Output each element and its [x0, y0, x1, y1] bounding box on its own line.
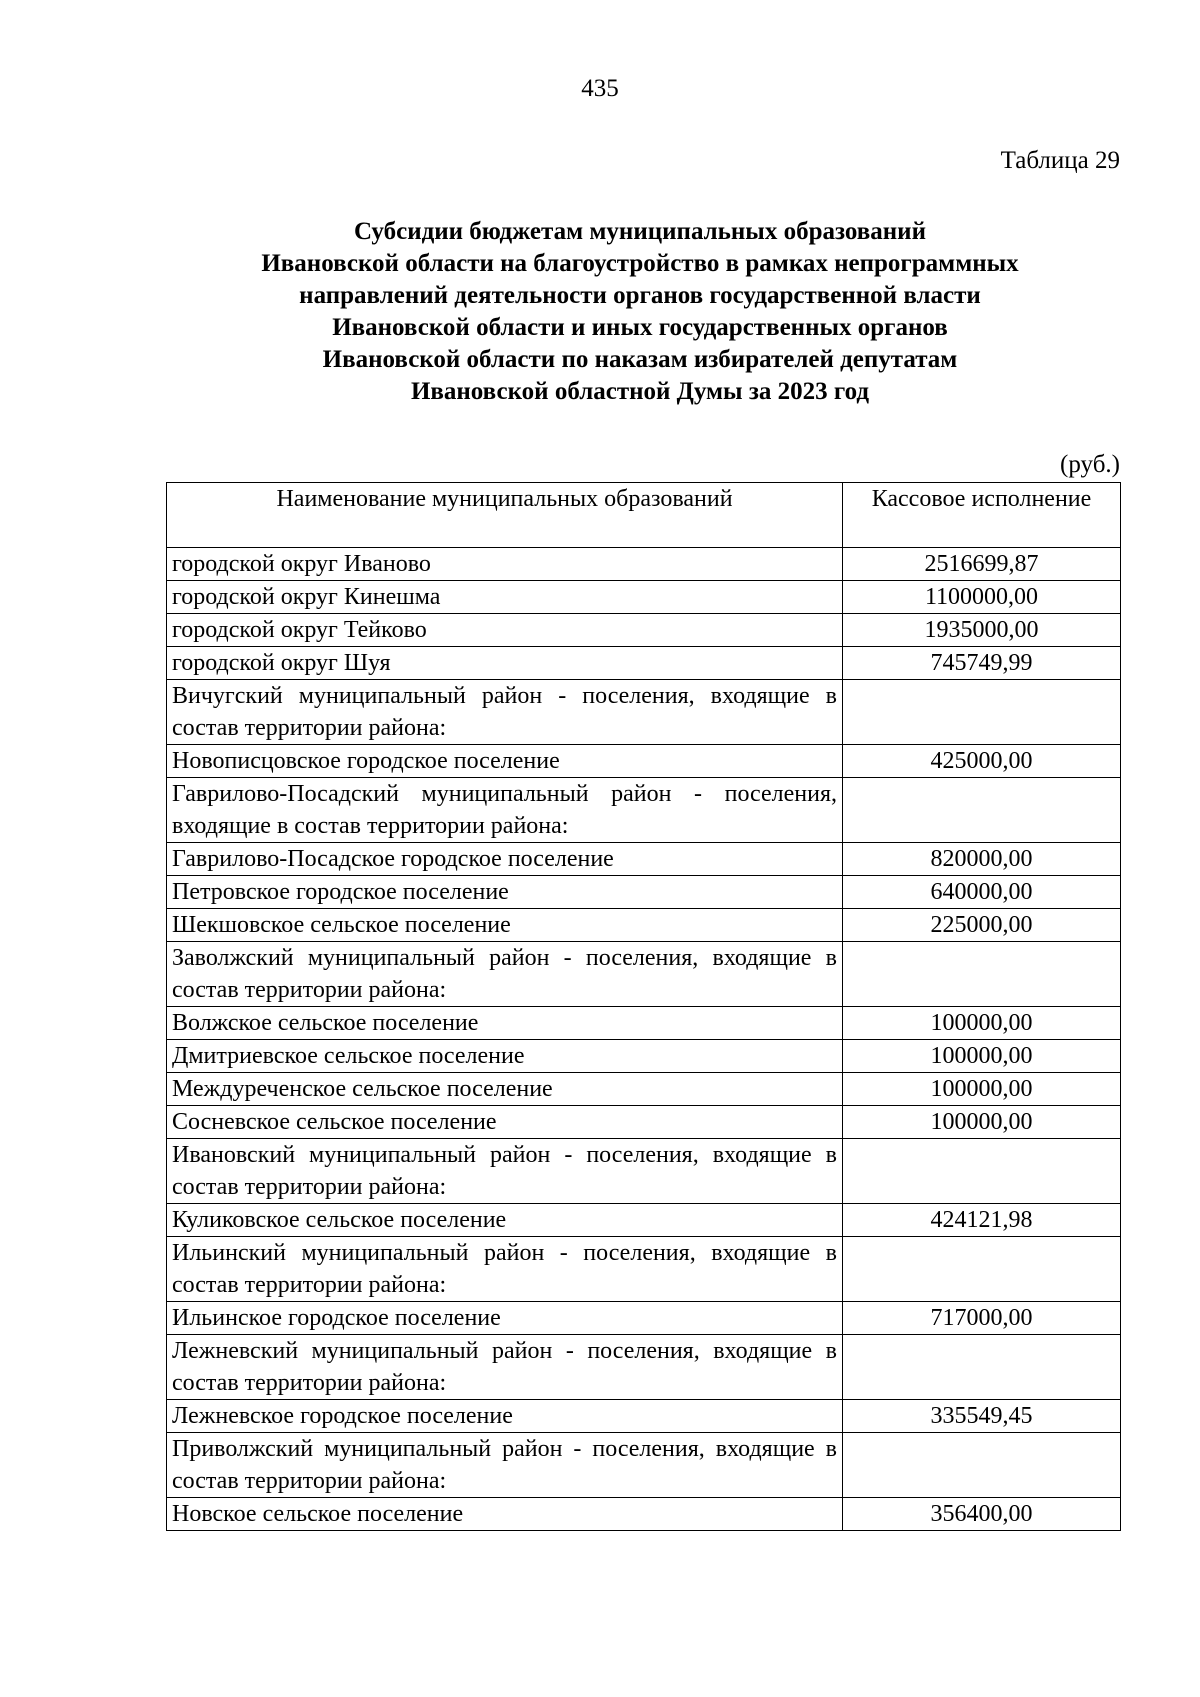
cash-execution-cell [843, 942, 1121, 1007]
table-row [167, 1433, 1121, 1498]
municipality-name-cell: Куликовское сельское поселение [167, 1204, 843, 1237]
title-line: Субсидии бюджетам муниципальных образований [354, 218, 926, 245]
cash-execution-cell: 425000,00 [843, 745, 1121, 778]
cash-execution-cell: 640000,00 [843, 876, 1121, 909]
municipality-name-cell: городской округ Иваново [167, 548, 843, 581]
title-line: Ивановской области по наказам избирателей депутатам [322, 346, 958, 373]
cash-execution-cell: 424121,98 [843, 1204, 1121, 1237]
table-row [167, 1040, 1121, 1073]
title-line: Ивановской области и иных государственных органов [332, 314, 948, 341]
table-row [167, 1498, 1121, 1531]
title-line: Ивановской области на благоустройство в рамках непрограммных [261, 250, 1019, 277]
title-line: направлений деятельности органов государственной власти [299, 282, 981, 309]
district-group-cell: Ивановский муниципальный район - поселения, входящие в состав территории района: [167, 1139, 843, 1204]
table-header-row [167, 483, 1121, 548]
table-row [167, 745, 1121, 778]
document-title [160, 216, 1120, 408]
cash-execution-cell [843, 680, 1121, 745]
municipality-name-cell: Междуреченское сельское поселение [167, 1073, 843, 1106]
cash-execution-cell [843, 778, 1121, 843]
district-group-cell: Лежневский муниципальный район - поселения, входящие в состав территории района: [167, 1335, 843, 1400]
table-row [167, 1237, 1121, 1302]
column-header-value: Кассовое исполнение [843, 483, 1121, 548]
table-row [167, 680, 1121, 745]
cash-execution-cell: 820000,00 [843, 843, 1121, 876]
page-number: 435 [581, 75, 619, 102]
municipality-name-cell: Дмитриевское сельское поселение [167, 1040, 843, 1073]
cash-execution-cell [843, 1433, 1121, 1498]
cash-execution-cell: 225000,00 [843, 909, 1121, 942]
cash-execution-cell: 1100000,00 [843, 581, 1121, 614]
district-group-cell: Ильинский муниципальный район - поселения, входящие в состав территории района: [167, 1237, 843, 1302]
column-header-name: Наименование муниципальных образований [167, 483, 843, 548]
table-row [167, 1073, 1121, 1106]
municipality-name-cell: Новское сельское поселение [167, 1498, 843, 1531]
municipality-name-cell: городской округ Тейково [167, 614, 843, 647]
table-body [167, 548, 1121, 1531]
table-row [167, 647, 1121, 680]
units-label: (руб.) [1060, 451, 1120, 478]
table-row [167, 942, 1121, 1007]
table-row [167, 1106, 1121, 1139]
cash-execution-cell [843, 1139, 1121, 1204]
municipality-name-cell: Ильинское городское поселение [167, 1302, 843, 1335]
table-row [167, 581, 1121, 614]
municipality-name-cell: Сосневское сельское поселение [167, 1106, 843, 1139]
cash-execution-cell: 100000,00 [843, 1106, 1121, 1139]
cash-execution-cell: 745749,99 [843, 647, 1121, 680]
table-row [167, 843, 1121, 876]
municipality-name-cell: городской округ Кинешма [167, 581, 843, 614]
table-row [167, 909, 1121, 942]
municipality-name-cell: Лежневское городское поселение [167, 1400, 843, 1433]
municipality-name-cell: Гаврилово-Посадское городское поселение [167, 843, 843, 876]
table-row [167, 1007, 1121, 1040]
municipality-name-cell: Петровское городское поселение [167, 876, 843, 909]
cash-execution-cell [843, 1237, 1121, 1302]
title-line: Ивановской областной Думы за 2023 год [410, 378, 870, 405]
table-label: Таблица 29 [1000, 147, 1120, 174]
district-group-cell: Гаврилово-Посадский муниципальный район - поселения, входящие в состав территории района: [167, 778, 843, 843]
subsidies-table [166, 482, 1121, 1531]
table-row [167, 1204, 1121, 1237]
table-row [167, 876, 1121, 909]
municipality-name-cell: Шекшовское сельское поселение [167, 909, 843, 942]
district-group-cell: Приволжский муниципальный район - поселения, входящие в состав территории района: [167, 1433, 843, 1498]
cash-execution-cell: 1935000,00 [843, 614, 1121, 647]
table-row [167, 778, 1121, 843]
cash-execution-cell: 2516699,87 [843, 548, 1121, 581]
cash-execution-cell: 100000,00 [843, 1073, 1121, 1106]
table-row [167, 1139, 1121, 1204]
cash-execution-cell: 100000,00 [843, 1007, 1121, 1040]
table-row [167, 548, 1121, 581]
table-row [167, 1302, 1121, 1335]
cash-execution-cell: 335549,45 [843, 1400, 1121, 1433]
cash-execution-cell: 356400,00 [843, 1498, 1121, 1531]
table-row [167, 614, 1121, 647]
district-group-cell: Вичугский муниципальный район - поселения, входящие в состав территории района: [167, 680, 843, 745]
table-row [167, 1400, 1121, 1433]
cash-execution-cell [843, 1335, 1121, 1400]
table-row [167, 1335, 1121, 1400]
cash-execution-cell: 100000,00 [843, 1040, 1121, 1073]
municipality-name-cell: Новописцовское городское поселение [167, 745, 843, 778]
cash-execution-cell: 717000,00 [843, 1302, 1121, 1335]
municipality-name-cell: городской округ Шуя [167, 647, 843, 680]
district-group-cell: Заволжский муниципальный район - поселения, входящие в состав территории района: [167, 942, 843, 1007]
municipality-name-cell: Волжское сельское поселение [167, 1007, 843, 1040]
